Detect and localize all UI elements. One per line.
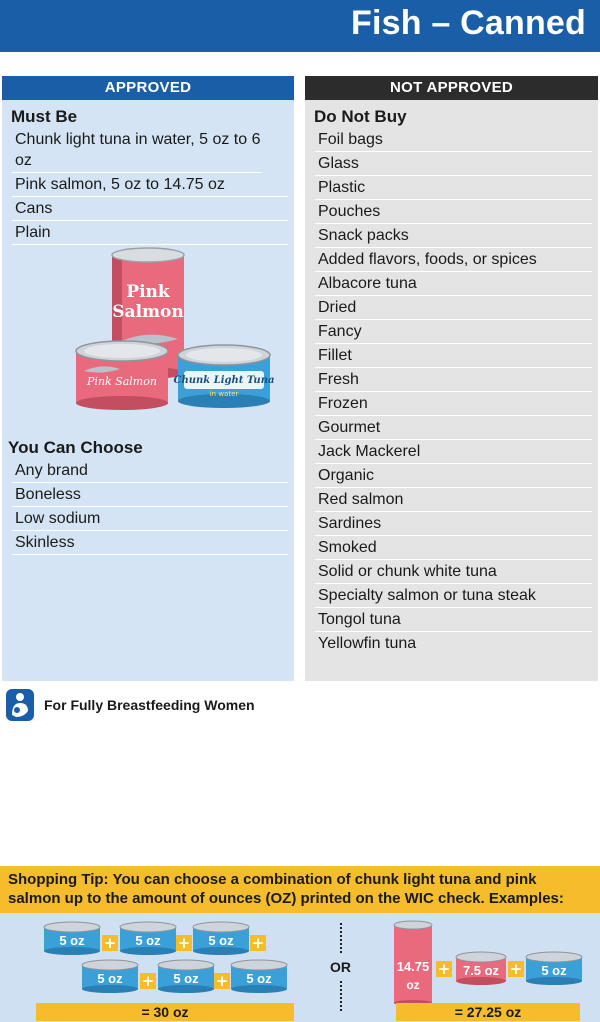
svg-text:5 oz: 5 oz: [59, 933, 85, 948]
svg-text:in water: in water: [209, 390, 239, 398]
examples-graphic: + 5 oz 5 oz 5 oz 5 oz 5 oz 5 oz 14.75 oz 7.5 oz 5 oz: [0, 913, 600, 1022]
list-item: Tongol tuna: [315, 608, 592, 632]
cans-image: [2, 247, 294, 435]
example-1-can: [158, 960, 214, 993]
list-item: Plastic: [315, 176, 592, 200]
list-item: Yellowfin tuna: [318, 635, 417, 652]
svg-text:5 oz: 5 oz: [135, 933, 161, 948]
svg-text:5 oz: 5 oz: [208, 933, 234, 948]
example-2-tuna-can: [526, 952, 582, 985]
list-item: Plain: [12, 221, 288, 245]
short-salmon-can: [76, 341, 168, 410]
example-1-can: [120, 922, 176, 955]
plus-icon: [214, 972, 230, 990]
list-item: Pink salmon, 5 oz to 14.75 oz: [12, 173, 288, 197]
plus-icon: [250, 934, 266, 952]
do-not-buy-title: Do Not Buy: [314, 107, 407, 126]
tuna-can: [174, 345, 275, 408]
breastfeeding-icon: [6, 689, 34, 721]
plus-icon: [436, 960, 452, 978]
list-item: Specialty salmon or tuna steak: [315, 584, 592, 608]
breastfeeding-note: [6, 689, 255, 721]
example-1-can: [82, 960, 138, 993]
list-item: Skinless: [12, 531, 288, 555]
shopping-tip-text: [0, 866, 600, 913]
list-item: Boneless: [12, 483, 288, 507]
must-be-title: Must Be: [11, 107, 78, 126]
not-approved-header: NOT APPROVED: [305, 76, 598, 100]
breastfeeding-label: For Fully Breastfeeding Women: [44, 697, 255, 713]
list-item: Solid or chunk white tuna: [315, 560, 592, 584]
cans-illustration: [2, 247, 294, 435]
example-1-can: [193, 922, 249, 955]
you-can-choose-list: [2, 459, 294, 555]
svg-text:Salmon: Salmon: [112, 302, 184, 322]
list-item: Red salmon: [315, 488, 592, 512]
list-item: Fillet: [315, 344, 592, 368]
svg-text:Pink: Pink: [126, 282, 170, 302]
title-bar: [0, 0, 600, 52]
example-1-can: [44, 922, 100, 955]
svg-text:Chunk Light Tuna: Chunk Light Tuna: [173, 375, 275, 386]
list-item: Pouches: [315, 200, 592, 224]
list-item: Snack packs: [315, 224, 592, 248]
plus-icon: [102, 934, 118, 952]
example-2-salmon-small-can: [456, 952, 506, 985]
must-be-list: [2, 128, 294, 245]
list-item: Cans: [12, 197, 288, 221]
not-approved-column: [305, 76, 598, 681]
list-item: Fancy: [315, 320, 592, 344]
list-item: Added flavors, foods, or spices: [315, 248, 592, 272]
svg-text:7.5 oz: 7.5 oz: [462, 963, 500, 978]
list-item: Foil bags: [315, 128, 592, 152]
example-2-salmon-can: [394, 921, 432, 1006]
example-2-result: = 27.25 oz: [396, 1003, 580, 1021]
svg-text:5 oz: 5 oz: [541, 963, 567, 978]
or-label: OR: [330, 959, 351, 975]
svg-text:Pink Salmon: Pink Salmon: [87, 375, 157, 388]
example-1-result: = 30 oz: [36, 1003, 294, 1021]
svg-text:14.75: 14.75: [396, 959, 430, 974]
svg-text:5 oz: 5 oz: [246, 971, 272, 986]
plus-icon: [140, 972, 156, 990]
plus-icon: [176, 934, 192, 952]
list-item: Low sodium: [12, 507, 288, 531]
svg-text:oz: oz: [406, 978, 420, 992]
you-can-choose-title: You Can Choose: [8, 438, 143, 457]
plus-icon: [508, 960, 524, 978]
example-1-can: [231, 960, 287, 993]
list-item: Fresh: [315, 368, 592, 392]
list-item: Albacore tuna: [315, 272, 592, 296]
list-item: Jack Mackerel: [315, 440, 592, 464]
svg-text:5 oz: 5 oz: [97, 971, 123, 986]
do-not-buy-list: [305, 128, 598, 655]
shopping-tip-body: You can choose a combination of chunk light tuna and pink salmon up to the amount of ounces (OZ) printed on the WIC check. Examples:: [8, 871, 564, 907]
list-item: Any brand: [12, 459, 288, 483]
approved-column: [2, 76, 294, 681]
list-item: Chunk light tuna in water, 5 oz to 6 oz: [12, 128, 262, 173]
list-item: Sardines: [315, 512, 592, 536]
divider: [340, 981, 342, 1011]
approved-header: APPROVED: [2, 76, 294, 100]
list-item: Dried: [315, 296, 592, 320]
list-item: Organic: [315, 464, 592, 488]
divider: [340, 923, 342, 953]
list-item: Gourmet: [315, 416, 592, 440]
list-item: Smoked: [315, 536, 592, 560]
shopping-tip-label: Shopping Tip:: [8, 871, 109, 888]
shopping-tip: [0, 866, 600, 1022]
page-title: Fish – Canned: [351, 4, 586, 42]
svg-text:5 oz: 5 oz: [173, 971, 199, 986]
list-item: Glass: [315, 152, 592, 176]
examples: [0, 913, 600, 1022]
list-item: Frozen: [315, 392, 592, 416]
